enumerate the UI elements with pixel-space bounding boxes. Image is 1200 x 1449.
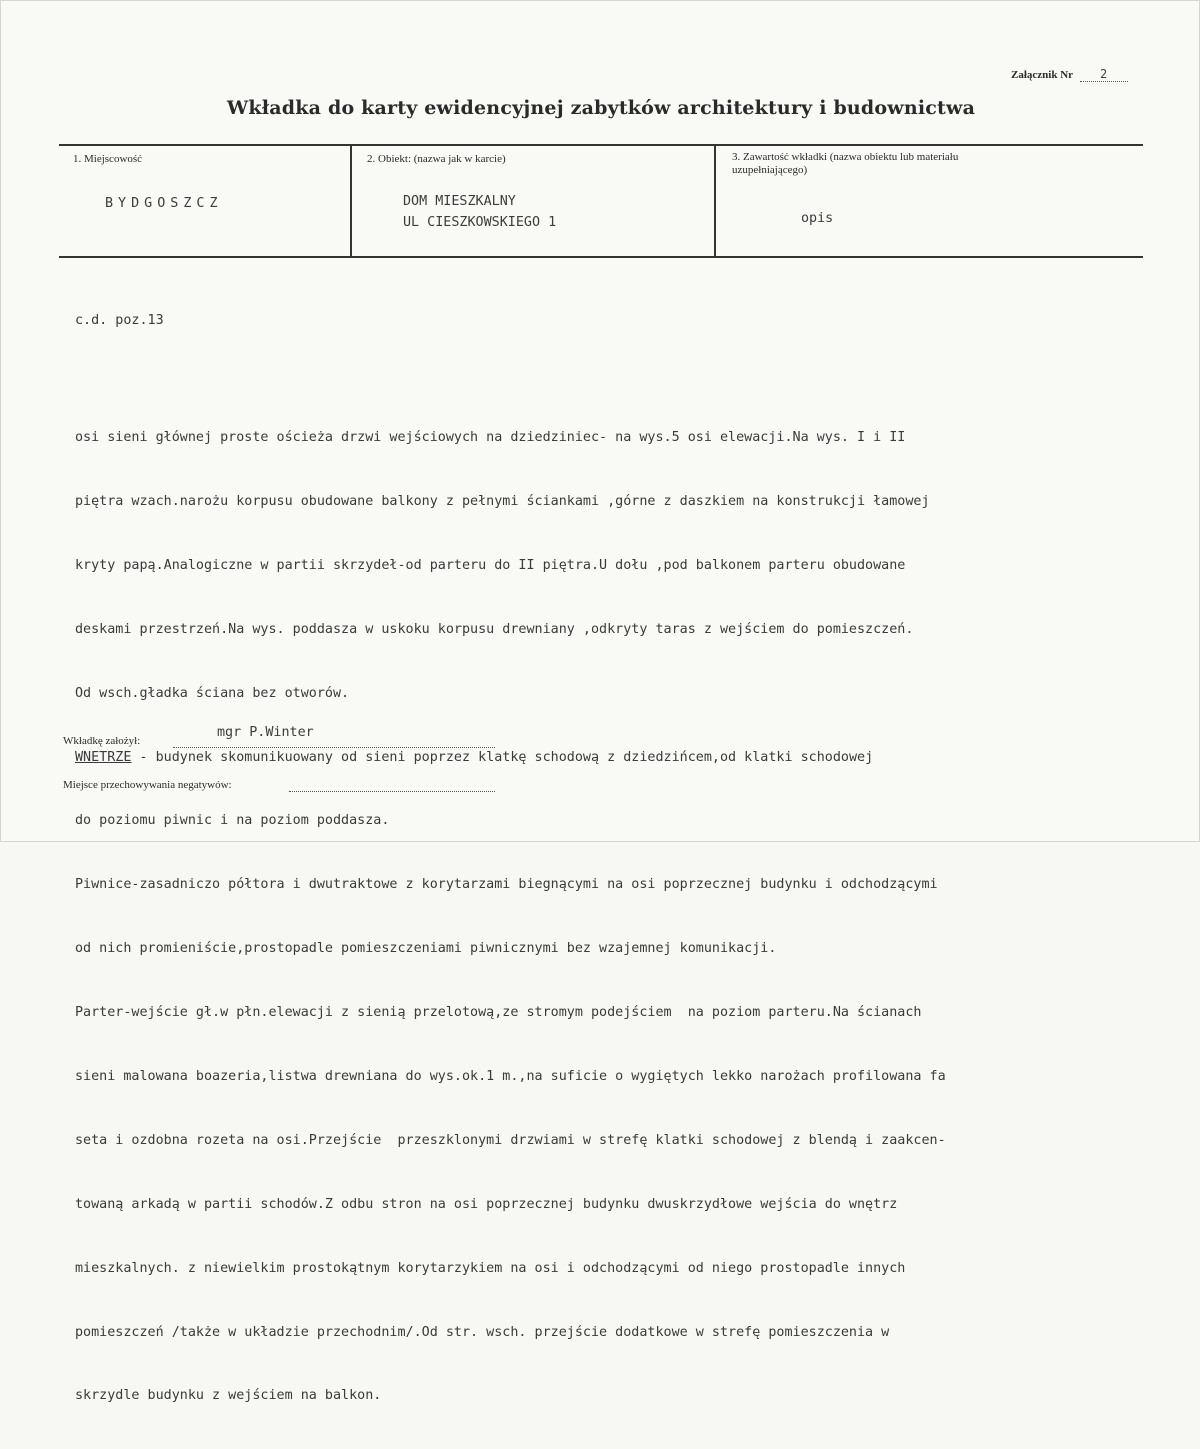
divider-column-2: [714, 144, 716, 258]
text-line: kryty papą.Analogiczne w partii skrzydeł-od parteru do II piętra.U dołu ,pod balkonem parteru obudowane: [75, 557, 906, 573]
negatives-line: [289, 791, 495, 792]
divider-top: [59, 144, 1143, 146]
text-line: skrzydle budynku z wejściem na balkon.: [75, 1388, 382, 1404]
text-line: sieni malowana boazeria,listwa drewniana do wys.ok.1 m.,na suficie o wygiętych lekko narożach profilowana fa: [75, 1068, 946, 1084]
author-line: [173, 747, 495, 748]
text-line: Piwnice-zasadniczo półtora i dwutraktowe z korytarzami biegnącymi na osi poprzecznej budynku i odchodzącymi: [75, 877, 938, 893]
place-value: BYDGOSZCZ: [105, 196, 223, 211]
contents-value: opis: [801, 211, 834, 226]
interior-line: [75, 747, 946, 768]
text-line: od nich promieniście,prostopadle pomieszczeniami piwnicznymi bez wzajemnej komunikacji.: [75, 941, 777, 957]
divider-bottom: [59, 256, 1143, 258]
page-title: Wkładka do karty ewidencyjnej zabytków architektury i budownictwa: [226, 97, 976, 119]
object-value-line-2: UL CIESZKOWSKIEGO 1: [403, 215, 557, 230]
annex-label: Załącznik Nr: [1011, 69, 1073, 81]
place-label: 1. Miejscowość: [73, 153, 143, 165]
text-line: piętra wzach.narożu korpusu obudowane balkony z pełnymi ściankami ,górne z daszkiem na konstrukcji łamowej: [75, 493, 930, 509]
text-line: mieszkalnych. z niewielkim prostokątnym korytarzykiem na osi i odchodzącymi od niego prostopadle innych: [75, 1260, 906, 1276]
divider-column-1: [350, 144, 352, 258]
object-label: 2. Obiekt: (nazwa jak w karcie): [367, 153, 506, 165]
description-text: [75, 267, 946, 1449]
text-line: Od wsch.gładka ściana bez otworów.: [75, 685, 350, 701]
text-line: deskami przestrzeń.Na wys. poddasza w uskoku korpusu drewniany ,odkryty taras z wejściem do pomieszczeń.: [75, 621, 914, 637]
author-label: Wkładkę założył:: [63, 735, 141, 747]
text-line: osi sieni głównej proste ościeża drzwi wejściowych na dziedziniec- na wys.5 osi elewacji.Na wys. I i II: [75, 430, 906, 446]
text-line: pomieszczeń /także w układzie przechodnim/.Od str. wsch. przejście dodatkowe w strefę pomieszczenia w: [75, 1324, 890, 1340]
negatives-label: Miejsce przechowywania negatywów:: [63, 779, 232, 791]
object-value-line-1: DOM MIESZKALNY: [403, 194, 516, 209]
interior-heading: WNETRZE: [75, 749, 132, 765]
author-value: mgr P.Winter: [217, 725, 314, 740]
annex-number-value: 2: [1080, 67, 1128, 82]
text-line: seta i ozdobna rozeta na osi.Przejście przeszklonymi drzwiami w strefę klatki schodowej z blendą i zaakcen-: [75, 1132, 946, 1148]
text-line: towaną arkadą w partii schodów.Z odbu stron na osi poprzecznej budynku dwuskrzydłowe wejścia do wnętrz: [75, 1196, 898, 1212]
text-line: Parter-wejście gł.w płn.elewacji z sienią przelotową,ze stromym podejściem na poziom parteru.Na ścianach: [75, 1005, 922, 1021]
annex-number: [1011, 67, 1128, 82]
continuation-header: c.d. poz.13: [75, 312, 164, 328]
interior-line-rest: - budynek skomunikuowany od sieni poprzez klatkę schodową z dziedzińcem,od klatki schodowej: [131, 749, 874, 765]
text-line: do poziomu piwnic i na poziom poddasza.: [75, 813, 390, 829]
contents-label-line-1: 3. Zawartość wkładki (nazwa obiektu lub materiału: [732, 151, 959, 163]
contents-label-line-2: uzupełniającego): [732, 164, 808, 176]
